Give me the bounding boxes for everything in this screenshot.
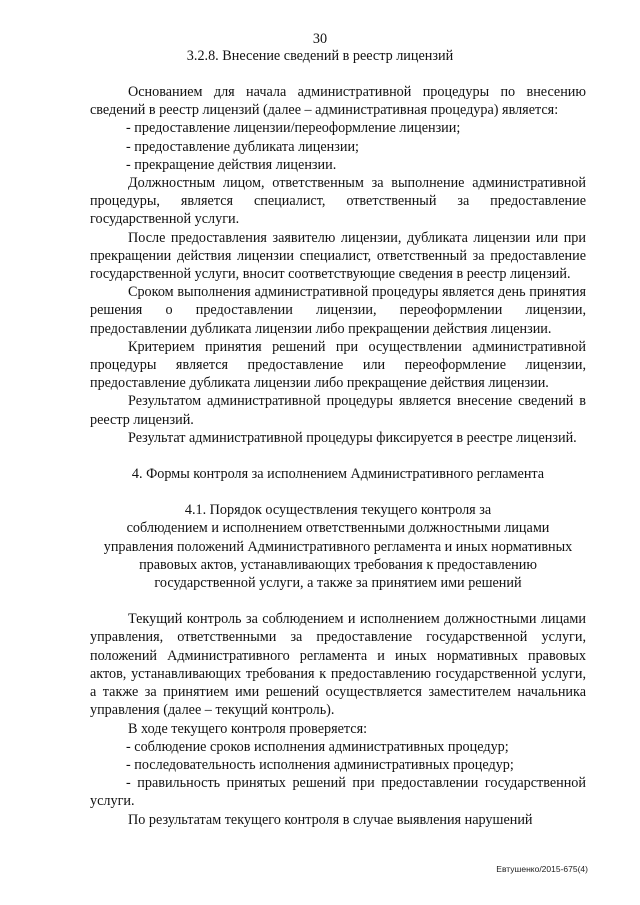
section-4-title: 4. Формы контроля за исполнением Административного регламента — [131, 466, 545, 483]
section-3-2-8-paragraph: Критерием принятия решений при осуществлении административной процедуры является предоставление или переоформление лицензии, предоставление дубликата лицензии либо прекращение действия лицензии. — [90, 338, 586, 392]
subsection-title-line: управления положений Административного регламента и иных нормативных — [103, 538, 573, 555]
section-3-2-8-paragraph: После предоставления заявителю лицензии, дубликата лицензии или при прекращении действия лицензии специалист, ответственный за предоставление государственной услуги, вносит соответствующие сведения в реестр лицензий. — [90, 229, 586, 283]
section-4-1-paragraph: - правильность принятых решений при предоставлении государственной услуги. — [90, 775, 586, 810]
section-title: 3.2.8. Внесение сведений в реестр лицензий — [186, 48, 454, 64]
section-3-2-8-paragraph: - предоставление дубликата лицензии; — [126, 138, 359, 155]
page-number: 30 — [312, 31, 328, 47]
section-3-2-8-paragraph: Основанием для начала административной процедуры по внесению сведений в реестр лицензий (далее – административная процедура) является: — [90, 84, 586, 119]
section-4-1-paragraph: По результатам текущего контроля в случае выявления нарушений — [128, 811, 533, 828]
subsection-title-line: правовых актов, устанавливающих требования к предоставлению — [139, 556, 537, 573]
section-3-2-8-paragraph: - прекращение действия лицензии. — [126, 156, 337, 173]
section-3-2-8-paragraph: Результат административной процедуры фиксируется в реестре лицензий. — [128, 429, 577, 446]
section-3-2-8-paragraph: - предоставление лицензии/переоформление лицензии; — [126, 120, 461, 137]
section-3-2-8-paragraph: Результатом административной процедуры является внесение сведений в реестр лицензий. — [90, 393, 586, 428]
document-body — [90, 83, 586, 829]
subsection-title-line: соблюдением и исполнением ответственными должностными лицами — [126, 520, 550, 537]
subsection-4-1-title — [90, 501, 586, 592]
section-4-1-paragraph: - соблюдение сроков исполнения административных процедур; — [126, 738, 509, 755]
section-3-2-8-paragraph: Сроком выполнения административной процедуры является день принятия решения о предоставлении лицензии, переоформлении лицензии, предоставлении дубликата лицензии либо прекращении действия лицензии. — [90, 284, 586, 337]
section-3-2-8-text — [90, 83, 586, 447]
subsection-title-line: государственной услуги, а также за принятием ими решений — [154, 575, 522, 592]
subsection-title-line: 4.1. Порядок осуществления текущего контроля за — [184, 502, 492, 519]
section-4-1-paragraph: В ходе текущего контроля проверяется: — [128, 720, 368, 737]
section-4-1-paragraph: - последовательность исполнения административных процедур; — [126, 756, 514, 773]
section-3-2-8-paragraph: Должностным лицом, ответственным за выполнение административной процедуры, является специалист, ответственный за предоставление государственной услуги. — [90, 175, 586, 228]
section-4-1-text — [90, 610, 586, 828]
section-4-1-paragraph: Текущий контроль за соблюдением и исполнением должностными лицами управления, ответственными за предоставление государственной услуги, положений Административного регламента и иных нормативных правовых актов, устанавливающих требования к предоставлению государственной услуги, а также за принятием ими решений осуществляется заместителем начальника управления (далее – текущий контроль). — [90, 611, 586, 719]
document-code: Евтушенко/2015-675(4) — [496, 864, 588, 874]
